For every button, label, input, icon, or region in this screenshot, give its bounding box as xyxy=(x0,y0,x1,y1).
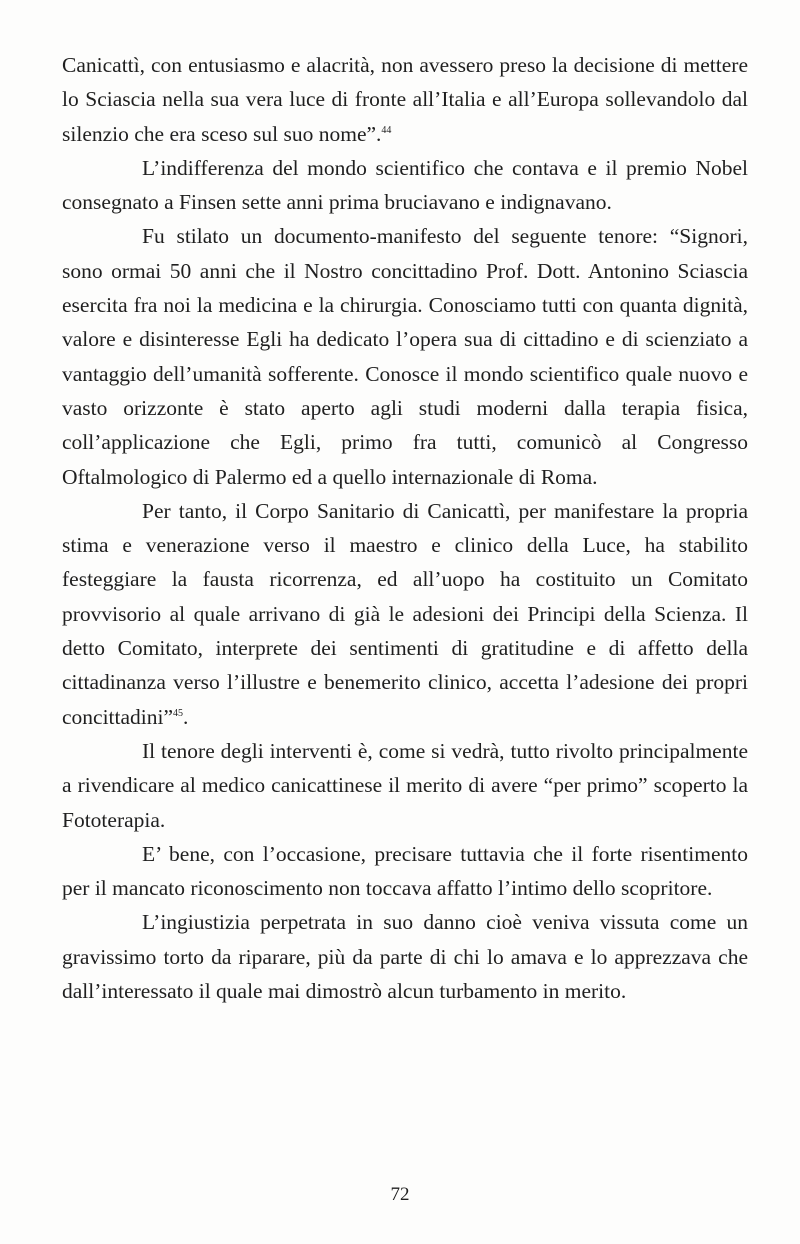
paragraph xyxy=(62,219,748,493)
paragraph-text: L’indifferenza del mondo scientifico che contava e il premio Nobel consegnato a Finsen sette anni prima bruciavano e indignavano. xyxy=(62,155,748,215)
paragraph-end-punctuation: . xyxy=(183,704,189,729)
paragraph-text: Il tenore degli interventi è, come si vedrà, tutto rivolto principalmente a rivendicare al medico canicattinese il merito di avere “per primo” scoperto la Fototerapia. xyxy=(62,738,748,832)
footnote-ref: 44 xyxy=(381,124,392,136)
paragraph xyxy=(62,734,748,837)
paragraph-continuation xyxy=(62,48,748,151)
page-number: 72 xyxy=(390,1184,410,1205)
paragraph-text: Canicattì, con entusiasmo e alacrità, non avessero preso la decisione di mettere lo Sciascia nella sua vera luce di fronte all’Italia e all’Europa sollevandolo dal silenzio che era sceso sul suo nome”. xyxy=(62,53,748,146)
paragraph xyxy=(62,837,748,906)
body-text xyxy=(62,48,748,1008)
paragraph xyxy=(62,905,748,1008)
paragraph-text: Per tanto, il Corpo Sanitario di Canicattì, per manifestare la propria stima e venerazione verso il maestro e clinico della Luce, ha stabilito festeggiare la fausta ricorrenza, ed all’uopo ha costituito un Comitato provvisorio al quale arrivano di già le adesioni dei Principi della Scienza. Il detto Comitato, interprete dei sentimenti di gratitudine e di affetto della cittadinanza verso l’illustre e benemerito clinico, accetta l’adesione dei propri concittadini” xyxy=(62,498,748,729)
paragraph-text: Fu stilato un documento-manifesto del seguente tenore: “Signori, sono ormai 50 anni che il Nostro concittadino Prof. Dott. Antonino Sciascia esercita fra noi la medicina e la chirurgia. Conosciamo tutti con quanta dignità, valore e disinteresse Egli ha dedicato l’opera sua di cittadino e di scienziato a vantaggio dell’umanità sofferente. Conosce il mondo scientifico quale nuovo e vasto orizzonte è stato aperto agli studi moderni dalla terapia fisica, coll’applicazione che Egli, primo fra tutti, comunicò al Congresso Oftalmologico di Palermo ed a quello internazionale di Roma. xyxy=(62,224,748,489)
paragraph xyxy=(62,151,748,220)
paragraph xyxy=(62,494,748,734)
paragraph-text: L’ingiustizia perpetrata in suo danno cioè veniva vissuta come un gravissimo torto da riparare, più da parte di chi lo amava e lo apprezzava che dall’interessato il quale mai dimostrò alcun turbamento in merito. xyxy=(62,910,748,1004)
paragraph-text: E’ bene, con l’occasione, precisare tuttavia che il forte risentimento per il mancato riconoscimento non toccava affatto l’intimo dello scopritore. xyxy=(62,841,748,901)
footnote-ref: 45 xyxy=(173,707,184,719)
